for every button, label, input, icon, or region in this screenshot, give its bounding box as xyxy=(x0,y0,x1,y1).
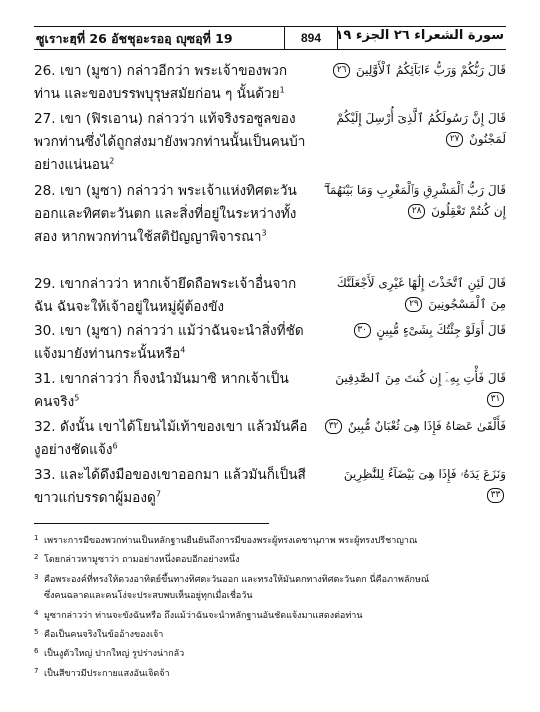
verse-text: เขา (มูซา) กล่าวว่า พระเจ้าแห่งทิศตะวันออกและทิศตะวันตก และสิ่งที่อยู่ในระหว่างทั้งสอง หากพวกท่านใช้สติปัญญาพิจารณา xyxy=(34,183,297,245)
footnote-text: เป็นสีขาวมีประกายแสงอันเจิดจ้า xyxy=(44,668,170,679)
footnote-number: 4 xyxy=(34,608,39,617)
ayah-number-marker: ٢٨ xyxy=(408,204,425,219)
footnote-5 xyxy=(34,624,506,643)
verse-translation xyxy=(34,368,312,414)
arabic-text: قَالَ رَبُّكُمْ وَرَبُّ ءَابَآئِكُمُ ٱلْأَوَّلِينَ xyxy=(355,63,506,77)
verse-number: 30. xyxy=(34,323,56,339)
footnote-ref: 1 xyxy=(279,85,285,95)
footnote-4 xyxy=(34,605,506,624)
footnote-number: 1 xyxy=(34,534,39,542)
footnote-6 xyxy=(34,643,506,662)
verse-number: 33. xyxy=(34,467,56,483)
footnote-2 xyxy=(34,549,506,568)
ayah-number-marker: ٢٦ xyxy=(333,63,350,78)
header-surah-thai: ซูเราะฮฺที่ 26 อัชชุอะรออฺ ญุซอฺที่ 19 xyxy=(36,31,233,46)
footnote-ref: 7 xyxy=(155,489,161,499)
footnote-number: 7 xyxy=(34,666,39,675)
verse-translation xyxy=(34,180,312,249)
footnote-number: 5 xyxy=(34,628,39,637)
arabic-text: قَالَ لَئِنِ ٱتَّخَذْتَ إِلَٰهًا غَيْرِى لَأَجْعَلَنَّكَ مِنَ ٱلْمَسْجُونِينَ xyxy=(336,276,506,311)
verse-arabic xyxy=(320,273,506,315)
footnote-divider xyxy=(34,523,269,524)
footnote-ref: 6 xyxy=(112,441,118,451)
verse-number: 27. xyxy=(34,111,56,127)
verse-text: เขา (ฟิรเอาน) กล่าวว่า แท้จริงรอซูลของพวกท่านซึ่งได้ถูกส่งมายังพวกท่านนั้นเป็นคนบ้าอย่างแน่นอน xyxy=(34,111,306,173)
footnote-text: คือพระองค์ที่ทรงให้ดวงอาทิตย์ขึ้นทางทิศตะวันออก และทรงให้มันตกทางทิศตะวันตก นี่คือภาพลักษณ์ xyxy=(44,574,430,585)
footnote-number: 2 xyxy=(34,553,39,562)
footnote-text: โดยกล่าวหามูซาว่า ถามอย่างหนึ่งตอบอีกอย่างหนึ่ง xyxy=(44,555,240,566)
footnote-ref: 3 xyxy=(261,228,267,238)
ayah-number-marker: ٣١ xyxy=(487,392,504,407)
arabic-text: قَالَ إِنَّ رَسُولَكُمُ ٱلَّذِىٓ أُرْسِلَ إِلَيْكُمْ لَمَجْنُونٌ xyxy=(336,111,506,146)
footnote-text: คือเป็นคนจริงในข้ออ้างของเจ้า xyxy=(44,630,164,641)
verse-arabic xyxy=(320,320,506,341)
verse-arabic xyxy=(320,180,506,222)
footnotes xyxy=(34,530,506,682)
footnote-ref: 2 xyxy=(109,156,115,166)
verse-number: 32. xyxy=(34,419,56,435)
footnote-3 xyxy=(34,569,506,605)
verse-translation xyxy=(34,464,312,510)
arabic-text: وَنَزَعَ يَدَهُۥ فَإِذَا هِىَ بَيْضَآءُ لِلنَّٰظِرِينَ xyxy=(343,467,506,481)
footnote-7 xyxy=(34,663,506,682)
arabic-text: قَالَ أَوَلَوْ جِئْتُكَ بِشَىْءٍ مُّبِينٍ xyxy=(376,323,506,337)
verse-text: เขา (มูซา) กล่าวอีกว่า พระเจ้าของพวกท่าน และของบรรพบุรุษสมัยก่อน ๆ นั้นด้วย xyxy=(34,63,288,102)
arabic-text: فَأَلْقَىٰ عَصَاهُ فَإِذَا هِىَ ثُعْبَانٌ مُّبِينٌ xyxy=(347,419,506,433)
verse-translation xyxy=(34,60,312,106)
footnote-ref: 5 xyxy=(74,393,80,403)
footnote-text: มูซากล่าวว่า ท่านจะขังฉันหรือ ถึงแม้ว่าฉันจะนำหลักฐานอันชัดแจ้งมาแสดงต่อท่าน xyxy=(44,610,363,621)
verse-text: เขากล่าวว่า หากเจ้ายึดถือพระเจ้าอื่นจากฉัน ฉันจะให้เจ้าอยู่ในหมู่ผู้ต้องขัง xyxy=(34,276,297,315)
verse-arabic xyxy=(320,464,506,506)
ayah-number-marker: ٣٣ xyxy=(487,488,504,503)
verse-arabic xyxy=(320,416,506,437)
footnote-text: เพราะการมีของพวกท่านเป็นหลักฐานยืนยันถึงการมีของพระผู้ทรงเดชานุภาพ พระผู้ทรงปรีชาญาณ xyxy=(44,536,418,546)
verse-translation xyxy=(34,273,312,319)
footnote-text-continued: ซึ่งคนฉลาดและคนโง่จะประสบพบเห็นอยู่ทุกเมื่อเชื่อวัน xyxy=(44,591,253,602)
verse-translation xyxy=(34,108,312,177)
ayah-number-marker: ٣٠ xyxy=(354,323,371,338)
ayah-number-marker: ٣٢ xyxy=(325,419,342,434)
verse-number: 28. xyxy=(34,183,56,199)
arabic-text: قَالَ رَبُّ ٱلْمَشْرِقِ وَٱلْمَغْرِبِ وَمَا بَيْنَهُمَآ ۖ إِن كُنتُمْ تَعْقِلُونَ xyxy=(323,183,506,218)
verse-translation xyxy=(34,416,312,462)
verse-arabic xyxy=(320,368,506,410)
verse-number: 29. xyxy=(34,276,56,292)
verse-number: 26. xyxy=(34,63,56,79)
verse-text: และได้ดึงมือของเขาออกมา แล้วมันก็เป็นสีขาวแก่บรรดาผู้มองดู xyxy=(34,467,306,506)
page-header xyxy=(34,26,506,50)
ayah-number-marker: ٢٩ xyxy=(405,297,422,312)
verse-arabic xyxy=(320,60,506,81)
footnote-text: เป็นงูตัวใหญ่ ปากใหญ่ รูปร่างน่ากลัว xyxy=(44,649,185,660)
page-number: 894 xyxy=(284,27,338,49)
header-surah-arabic: سورة الشعراء ٢٦ الجزء ١٩ xyxy=(335,28,504,43)
arabic-text: قَالَ فَأْتِ بِهِۦٓ إِن كُنتَ مِنَ ٱلصَّٰدِقِينَ xyxy=(335,371,506,385)
ayah-number-marker: ٢٧ xyxy=(446,132,463,147)
footnote-number: 6 xyxy=(34,647,39,656)
footnote-1 xyxy=(34,530,506,549)
verse-arabic xyxy=(320,108,506,150)
verse-translation xyxy=(34,320,312,366)
verse-text: เขากล่าวว่า ก็จงนำมันมาซิ หากเจ้าเป็นคนจริง xyxy=(34,371,289,410)
verse-number: 31. xyxy=(34,371,56,387)
footnote-number: 3 xyxy=(34,572,39,581)
verse-text: เขา (มูซา) กล่าวว่า แม้ว่าฉันจะนำสิ่งที่ชัดแจ้งมายังท่านกระนั้นหรือ xyxy=(34,323,304,362)
footnote-ref: 4 xyxy=(180,345,186,355)
verse-text: ดังนั้น เขาได้โยนไม้เท้าของเขา แล้วมันคือ งูอย่างชัดแจ้ง xyxy=(34,419,308,458)
